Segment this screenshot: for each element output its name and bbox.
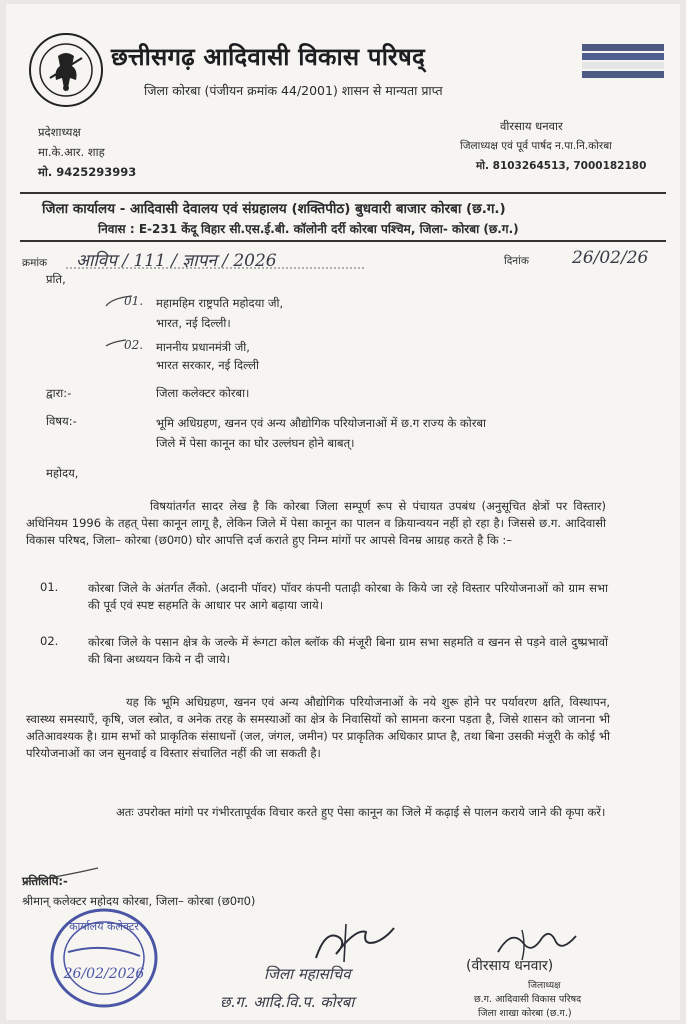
reference-number: आविप / 111 / ज्ञापन / 2026 [76,251,277,271]
registration-subtitle: जिला कोरबा (पंजीयन क्रमांक 44/2001) शासन से मान्यता प्राप्त [144,83,443,98]
demand-1-text: कोरबा जिले के अंतर्गत लैंको. (अदानी पॉवर) पॉवर कंपनी पताढ़ी कोरबा के किये जा रहे विस्तार परियोजनाओं को ग्राम सभा की पूर्व एवं स्पष्ट सहमति के आधार पर आगे बढ़ाया जाये। [88,581,608,612]
emblem-seal-icon [28,32,104,108]
flag-stripes [582,44,664,78]
recipient-1-line1: महामहिम राष्ट्रपति महोदया जी, [156,296,284,310]
impact-paragraph: यह कि भूमि अधिग्रहण, खनन एवं अन्य औद्योगिक परियोजनाओं के नये शुरू होने पर पर्यावरण क्षति, विस्थापन, स्वास्थ्य समस्याएँ, कृषि, जल स्त्रोत, व अनेक तरह के समस्याओं का क्षेत्र के निवासियों को सामना करना पड़ता है, जिसे शासन को जानना भी अतिआवश्यक है। ग्राम सभों को प्राकृतिक संसाधनों (जल, जंगल, जमीन) पर प्राकृतिक अधिकार प्राप्त है, तथा बिना उसकी मंजूरी के कोई भी परियोजनाओं का जन सुनवाई व विस्तार संचालित नहीं की जा सकती है। [26,695,610,760]
stripe-3 [582,62,664,69]
right-designation: जिलाध्यक्ष एवं पूर्व पार्षद न.पा.नि.कोरबा [460,140,612,152]
stamp-date: 26/02/2026 [63,966,145,982]
through-label: द्वारा:- [46,386,72,400]
through-value: जिला कलेक्टर कोरबा। [156,386,250,400]
left-mobile: मो. 9425293993 [38,165,137,179]
recipient-2-line2: भारत सरकार, नई दिल्ली [156,358,260,372]
recipient-1-number: 01. [124,294,144,308]
header-divider-top [20,192,666,194]
left-name: मा.के.आर. शाह [38,145,105,159]
recipient-1-line2: भारत, नई दिल्ली। [156,316,231,330]
left-contact-block [38,122,136,182]
left-signature-icon [306,918,396,968]
demand-1-number: 01. [40,580,59,594]
recipient-2-number: 02. [124,338,144,352]
recipient-pen-marks [102,290,142,354]
left-signature-line1: जिला महासचिव [264,965,351,983]
right-signatory-name: (वीरसाय धनवार) [466,958,554,974]
copy-strike-mark [22,866,102,886]
right-contact-block [460,116,646,176]
subject-line-2: जिले में पेसा कानून का घोर उल्लंघन होने बाबत्। [156,436,355,450]
header-divider-bottom [20,240,666,242]
organization-name: छत्तीसगढ़ आदिवासी विकास परिषद् [111,43,425,71]
recipient-2-line1: माननीय प्रधानमंत्री जी, [156,340,250,354]
office-address: जिला कार्यालय - आदिवासी देवालय एवं संग्रहालय (शक्तिपीठ) बुधवारी बाजार कोरबा (छ.ग.) [42,201,506,217]
reference-underline [66,266,366,270]
right-mobile: मो. 8103264513, 7000182180 [476,160,647,172]
letter-page [6,4,680,1020]
stripe-2 [582,53,664,60]
office-stamp-icon [48,906,160,1010]
left-signature-line2: छ.ग. आदि.वि.प. कोरबा [220,993,355,1011]
right-signatory-org: छ.ग. आदिवासी विकास परिषद [474,994,582,1005]
right-signatory-designation: जिलाध्यक्ष [528,981,561,991]
left-designation: प्रदेशाध्यक्ष [38,125,81,139]
stripe-4 [582,71,664,78]
stripe-1 [582,44,664,51]
salutation: महोदय, [46,466,79,480]
right-signatory-branch: जिला शाखा कोरबा (छ.ग.) [478,1008,572,1019]
demand-2-number: 02. [40,634,59,648]
intro-paragraph: विषयांतर्गत सादर लेख है कि कोरबा जिला सम्पूर्ण रूप से पंचायत उपबंध (अनुसूचित क्षेत्रों पर विस्तार) अधिनियम 1996 के तहत् पेसा कानून लागू है, लेकिन जिले में पेसा कानून का पालन व क्रियान्वयन नहीं हो रहा है। जिससे छ.ग. आदिवासी विकास परिषद, जिला– कोरबा (छ0ग0) घोर आपत्ति दर्ज कराते हुए निम्न मांगों पर आपसे विनम्र आग्रह करते है कि :– [26,499,606,547]
right-name: वीरसाय धनवार [500,119,563,133]
demand-2-text: कोरबा जिले के पसान क्षेत्र के जल्के में रूंगटा कोल ब्लॉक की मंजूरी बिना ग्राम सभा सहमति व खनन से पड़ने वाले दुष्प्रभावों की बिना अध्ययन किये न दी जाये। [88,635,608,666]
reference-label: क्रमांक [22,257,48,269]
copy-label: प्रतिलिपि:- [22,874,68,888]
stamp-text: कार्यालय कलेक्टर [69,920,139,933]
date-label: दिनांक [504,255,529,267]
copy-to: श्रीमान् कलेक्टर महोदय कोरबा, जिला– कोरबा (छ0ग0) [22,894,256,908]
subject-label: विषय:- [46,414,77,428]
subject-line-1: भूमि अधिग्रहण, खनन एवं अन्य औद्योगिक परियोजनाओं में छ.ग राज्य के कोरबा [156,416,486,430]
date-value: 26/02/26 [572,248,649,268]
residence-address: निवास : E-231 केंदू विहार सी.एस.ई.बी. कॉलोनी दर्री कोरबा पश्चिम, जिला- कोरबा (छ.ग.) [98,222,519,236]
closing-paragraph: अतः उपरोक्त मांगो पर गंभीरतापूर्वक विचार करते हुए पेसा कानून का जिले में कढ़ाई से पालन कराये जाने की कृपा करें। [116,805,606,819]
to-label: प्रति, [46,272,66,286]
